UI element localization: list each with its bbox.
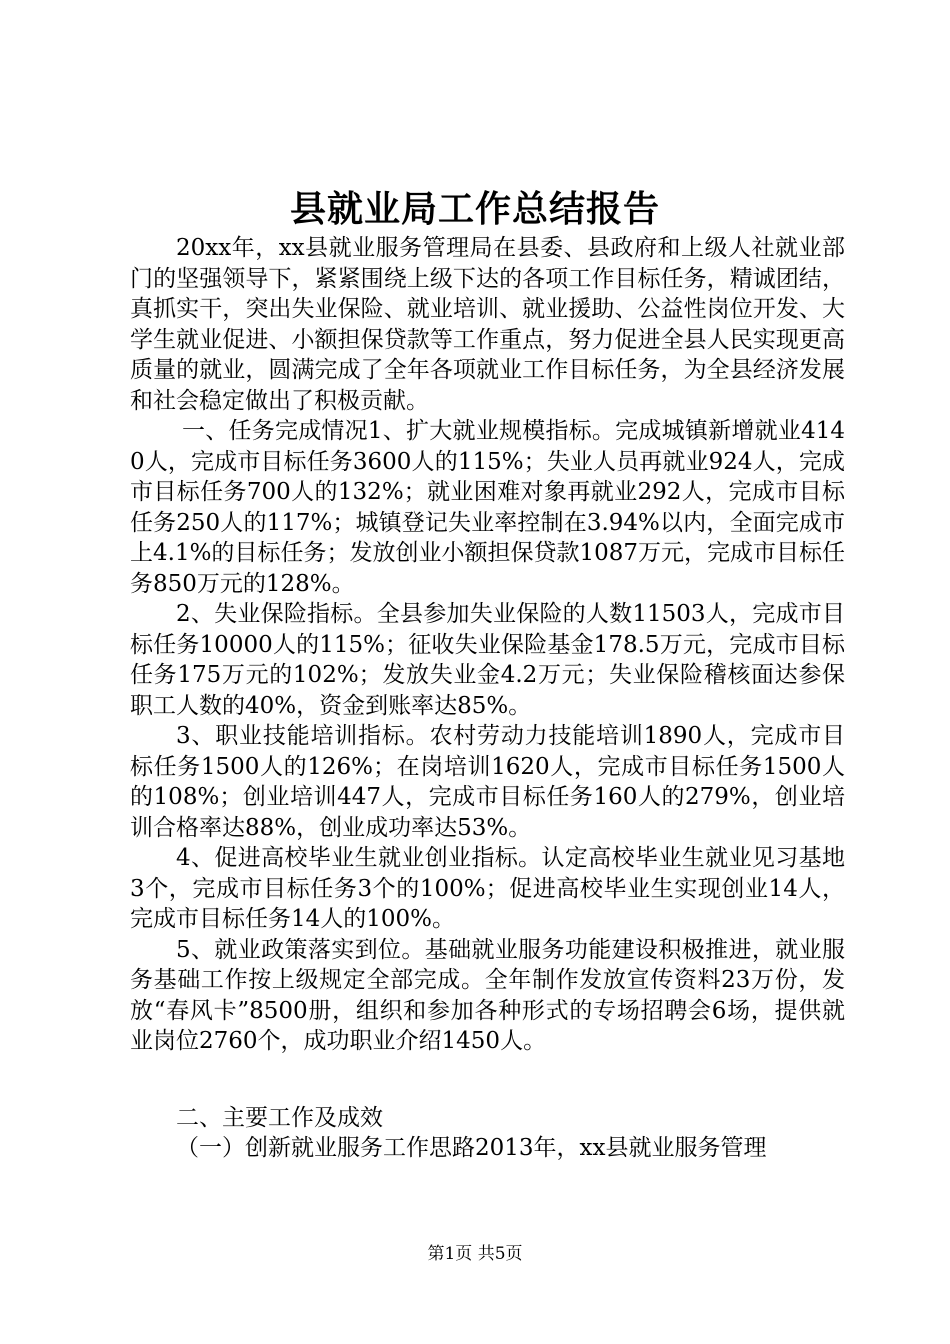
paragraph-graduate-employment: 4、促进高校毕业生就业创业指标。认定高校毕业生就业见习基地3个，完成市目标任务3个的100%；促进高校毕业生实现创业14人，完成市目标任务14人的100%。 xyxy=(130,845,845,932)
paragraph-unemployment-insurance: 2、失业保险指标。全县参加失业保险的人数11503人，完成市目标任务10000人的115%；征收失业保险基金178.5万元，完成市目标任务175万元的102%；发放失业金4.2万元；失业保险稽核面达参保职工人数的40%，资金到账率达85%。 xyxy=(130,601,845,719)
paragraph-task-overview: 一、任务完成情况1、扩大就业规模指标。完成城镇新增就业4140人，完成市目标任务3600人的115%；失业人员再就业924人，完成市目标任务700人的132%；就业困难对象再就业292人，完成市目标任务250人的117%；城镇登记失业率控制在3.94%以内，全面完成市上4.1%的目标任务；发放创业小额担保贷款1087万元，完成市目标任务850万元的128%。 xyxy=(130,418,845,597)
section-heading-main-work: 二、主要工作及成效 xyxy=(176,1104,383,1131)
document-title: 县就业局工作总结报告 xyxy=(289,188,660,230)
paragraph-intro: 20xx年，xx县就业服务管理局在县委、县政府和上级人社就业部门的坚强领导下，紧紧围绕上级下达的各项工作目标任务，精诚团结，真抓实干，突出失业保险、就业培训、就业援助、公益性岗位开发、大学生就业促进、小额担保贷款等工作重点，努力促进全县人民实现更高质量的就业，圆满完成了全年各项就业工作目标任务，为全县经济发展和社会稳定做出了积极贡献。 xyxy=(130,235,845,414)
paragraph-innovation: （一）创新就业服务工作思路2013年，xx县就业服务管理 xyxy=(176,1135,767,1161)
document-body xyxy=(130,233,845,1164)
page-number: 第1页 共5页 xyxy=(427,1244,523,1264)
paragraph-skills-training: 3、职业技能培训指标。农村劳动力技能培训1890人，完成市目标任务1500人的126%；在岗培训1620人，完成市目标任务1500人的108%；创业培训447人，完成市目标任务160人的279%，创业培训合格率达88%，创业成功率达53%。 xyxy=(130,723,845,841)
paragraph-policy-implementation: 5、就业政策落实到位。基础就业服务功能建设积极推进，就业服务基础工作按上级规定全部完成。全年制作发放宣传资料23万份，发放“春风卡”8500册，组织和参加各种形式的专场招聘会6场，提供就业岗位2760个，成功职业介绍1450人。 xyxy=(130,936,845,1054)
